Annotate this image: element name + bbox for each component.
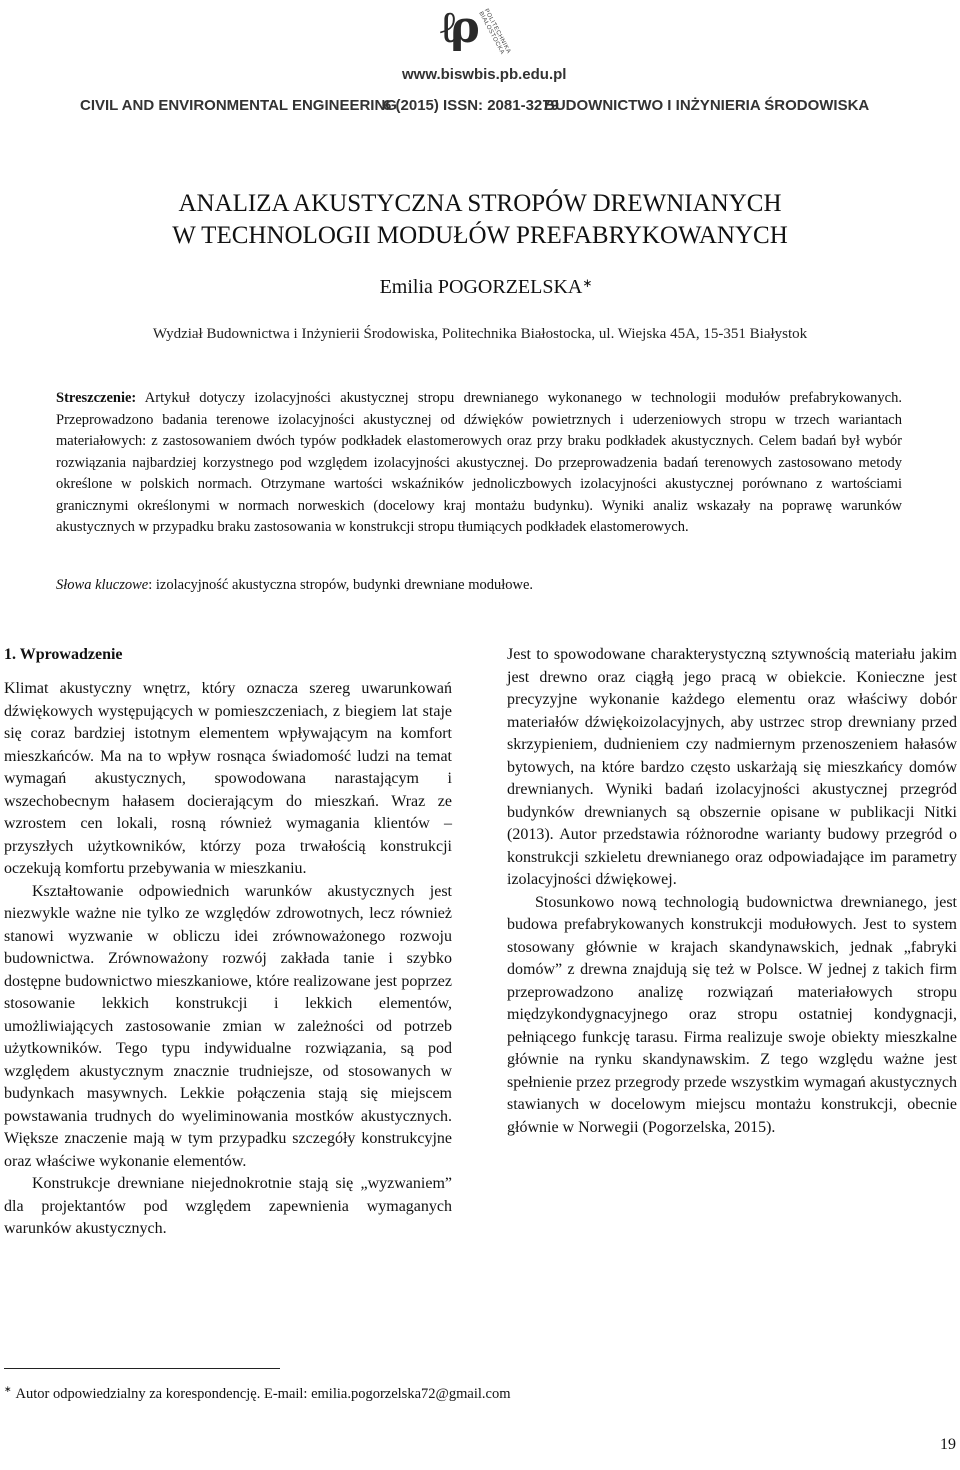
author-footnote-mark: ∗ <box>582 276 593 290</box>
author-name: Emilia POGORZELSKA <box>379 276 583 298</box>
keywords-label: Słowa kluczowe <box>56 577 149 593</box>
abstract-text: Artykuł dotyczy izolacyjności akustycznej stropu drewnianego wykonanego w technologii modułów prefabrykowanych. Przeprowadzono badania terenowe izolacyjności akustycznej od dźwięków powietrznych i uderzeniowych stropu w trzech wariantach materiałowych: z zastosowaniem dwóch typów podkładek elastomerowych oraz przy braku podkładek akustycznych. Celem badań był wybór rozwiązania najbardziej korzystnego pod względem izolacyjności akustycznej. Do przeprowadzenia badań terenowych zastosowano metody określone w polskich normach. Otrzymane wartości wskaźników jednoliczbowych izolacyjności akustycznej porównano z wartościami granicznymi określonymi w normach norweskich (docelowy kraj montażu budynku). Wyniki analiz wskazały na poprawę warunków akustycznych w przypadku braku zastosowania w konstrukcji stropu tłumiących podkładek elastomerowych. <box>56 390 902 535</box>
paper-title-line-2: W TECHNOLOGII MODUŁÓW PREFABRYKOWANYCH <box>172 222 788 249</box>
journal-url: www.biswbis.pb.edu.pl <box>402 66 567 83</box>
logo-text: POLITECHNIKA BIAŁOSTOCKA <box>477 8 512 56</box>
paragraph: Stosunkowo nową technologią budownictwa drewnianego, jest budowa prefabrykowanych konstrukcji modułowych. Jest to system stosowany głównie w krajach skandynawskich, jednak „fabryki domów” z drewna znajdują się też w Polsce. W jednej z takich firm przeprowadzono analizę rozwiązań materiałowych stropu międzykondygnacyjnego oraz stropu ostatniej kondygnacji, pełniącego funkcję tarasu. Firma realizuje swoje obiekty mieszkalne głównie na rynku skandynawskim. Z tego względu ważne jest spełnienie przez przegrody przede wszystkim wymagań akustycznych stawianych w docelowym miejscu montażu konstrukcji, obecnie głównie w Norwegii (Pogorzelska, 2015). <box>507 893 957 1136</box>
page-number: 19 <box>940 1436 956 1453</box>
keywords-text: : izolacyjność akustyczna stropów, budynki drewniane modułowe. <box>148 577 534 593</box>
affiliation: Wydział Budownictwa i Inżynierii Środowiska, Politechnika Białostocka, ul. Wiejska 45A, 15-351 Białystok <box>152 326 808 342</box>
journal-name-en: CIVIL AND ENVIRONMENTAL ENGINEERING <box>80 97 397 114</box>
paragraph: Jest to spowodowane charakterystyczną sztywnością materiału jakim jest drewno oraz ciągłą jego pracą w obiekcie. Konieczne jest precyzyjne wykonanie każdego elementu oraz właściwy dobór materiałów dźwiękoizolacyjnych, aby ustrzec strop drewniany przed skrzypieniem, dudnieniem czy nadmiernym przenoszeniem hałasów bytowych, na które bardzo często uskarżają się mieszkańcy domów drewnianych. Wyniki badań izolacyjności akustycznej przegród budynków drewnianych są obszernie opisane w publikacji Nitki (2013). Autor przedstawia różnorodne warianty budowy przegród o konstrukcji szkieletu drewnianego oraz odpowiadające im parametry izolacyjności dźwiękowej. <box>507 646 957 888</box>
journal-header <box>0 0 960 130</box>
body-column-right <box>507 644 957 1139</box>
abstract <box>56 388 902 539</box>
journal-issue: 6 (2015) ISSN: 2081-3279 <box>383 97 559 114</box>
paper-title-line-1: ANALIZA AKUSTYCZNA STROPÓW DREWNIANYCH <box>178 190 782 217</box>
section-heading: 1. Wprowadzenie <box>4 646 123 663</box>
journal-line <box>80 97 900 119</box>
paragraph: Kształtowanie odpowiednich warunków akustycznych jest niezwykle ważne nie tylko ze względów zdrowotnych, lecz również stanowi wyzwanie w obliczu idei zrównoważonego rozwoju budownictwa. Zrównoważony rozwój zakłada tanie i szybko dostępne budownictwo mieszkaniowe, które realizowane jest poprzez stosowanie lekkich konstrukcji i lekkich elementów, umożliwiających zastosowanie zmian w zależności od potrzeb użytkowników. Tego typu indywidualne rozwiązania, są pod względem akustycznym znacznie trudniejsze, od stosowanych w budynkach masywnych. Lekkie połączenia stają się miejscem powstawania trudnych do wyeliminowania mostków akustycznych. Większe znaczenie mają w tym przypadku szczegóły konstrukcyjne oraz właściwe wykonanie elementów. <box>4 882 452 1170</box>
footnote-text: Autor odpowiedzialny za korespondencję. E-mail: emilia.pogorzelska72@gmail.com <box>15 1386 511 1402</box>
author <box>0 276 960 299</box>
university-logo <box>430 2 520 62</box>
logo-mark-icon: ℓρ <box>440 2 474 53</box>
footnote <box>4 1384 510 1403</box>
keywords <box>56 577 533 594</box>
footnote-mark: ∗ <box>4 1384 12 1394</box>
paragraph: Konstrukcje drewniane niejednokrotnie stają się „wyzwaniem” dla projektantów pod względem zapewnienia wymaganych warunków akustycznych. <box>4 1175 452 1237</box>
body-column-left <box>4 644 452 1241</box>
paragraph: Klimat akustyczny wnętrz, który oznacza szereg uwarunkowań dźwiękowych występujących w pomieszczeniach, z biegiem lat staje się coraz bardziej istotnym elementem wpływającym na komfort mieszkańców. Ma na to wpływ rosnąca świadomość ludzi na temat wymagań akustycznych, spowodowana narastającym i wszechobecnym hałasem docierającym do mieszkań. Wraz ze wzrostem cen lokali, rosną również wymagania klientów – przyszłych użytkowników, którzy poza trwałością konstrukcji oczekują komfortu przebywania w mieszkaniu. <box>4 680 452 877</box>
journal-name-pl: BUDOWNICTWO I INŻYNIERIA ŚRODOWISKA <box>544 97 870 114</box>
abstract-label: Streszczenie: <box>56 390 137 406</box>
footnote-divider <box>4 1368 280 1369</box>
